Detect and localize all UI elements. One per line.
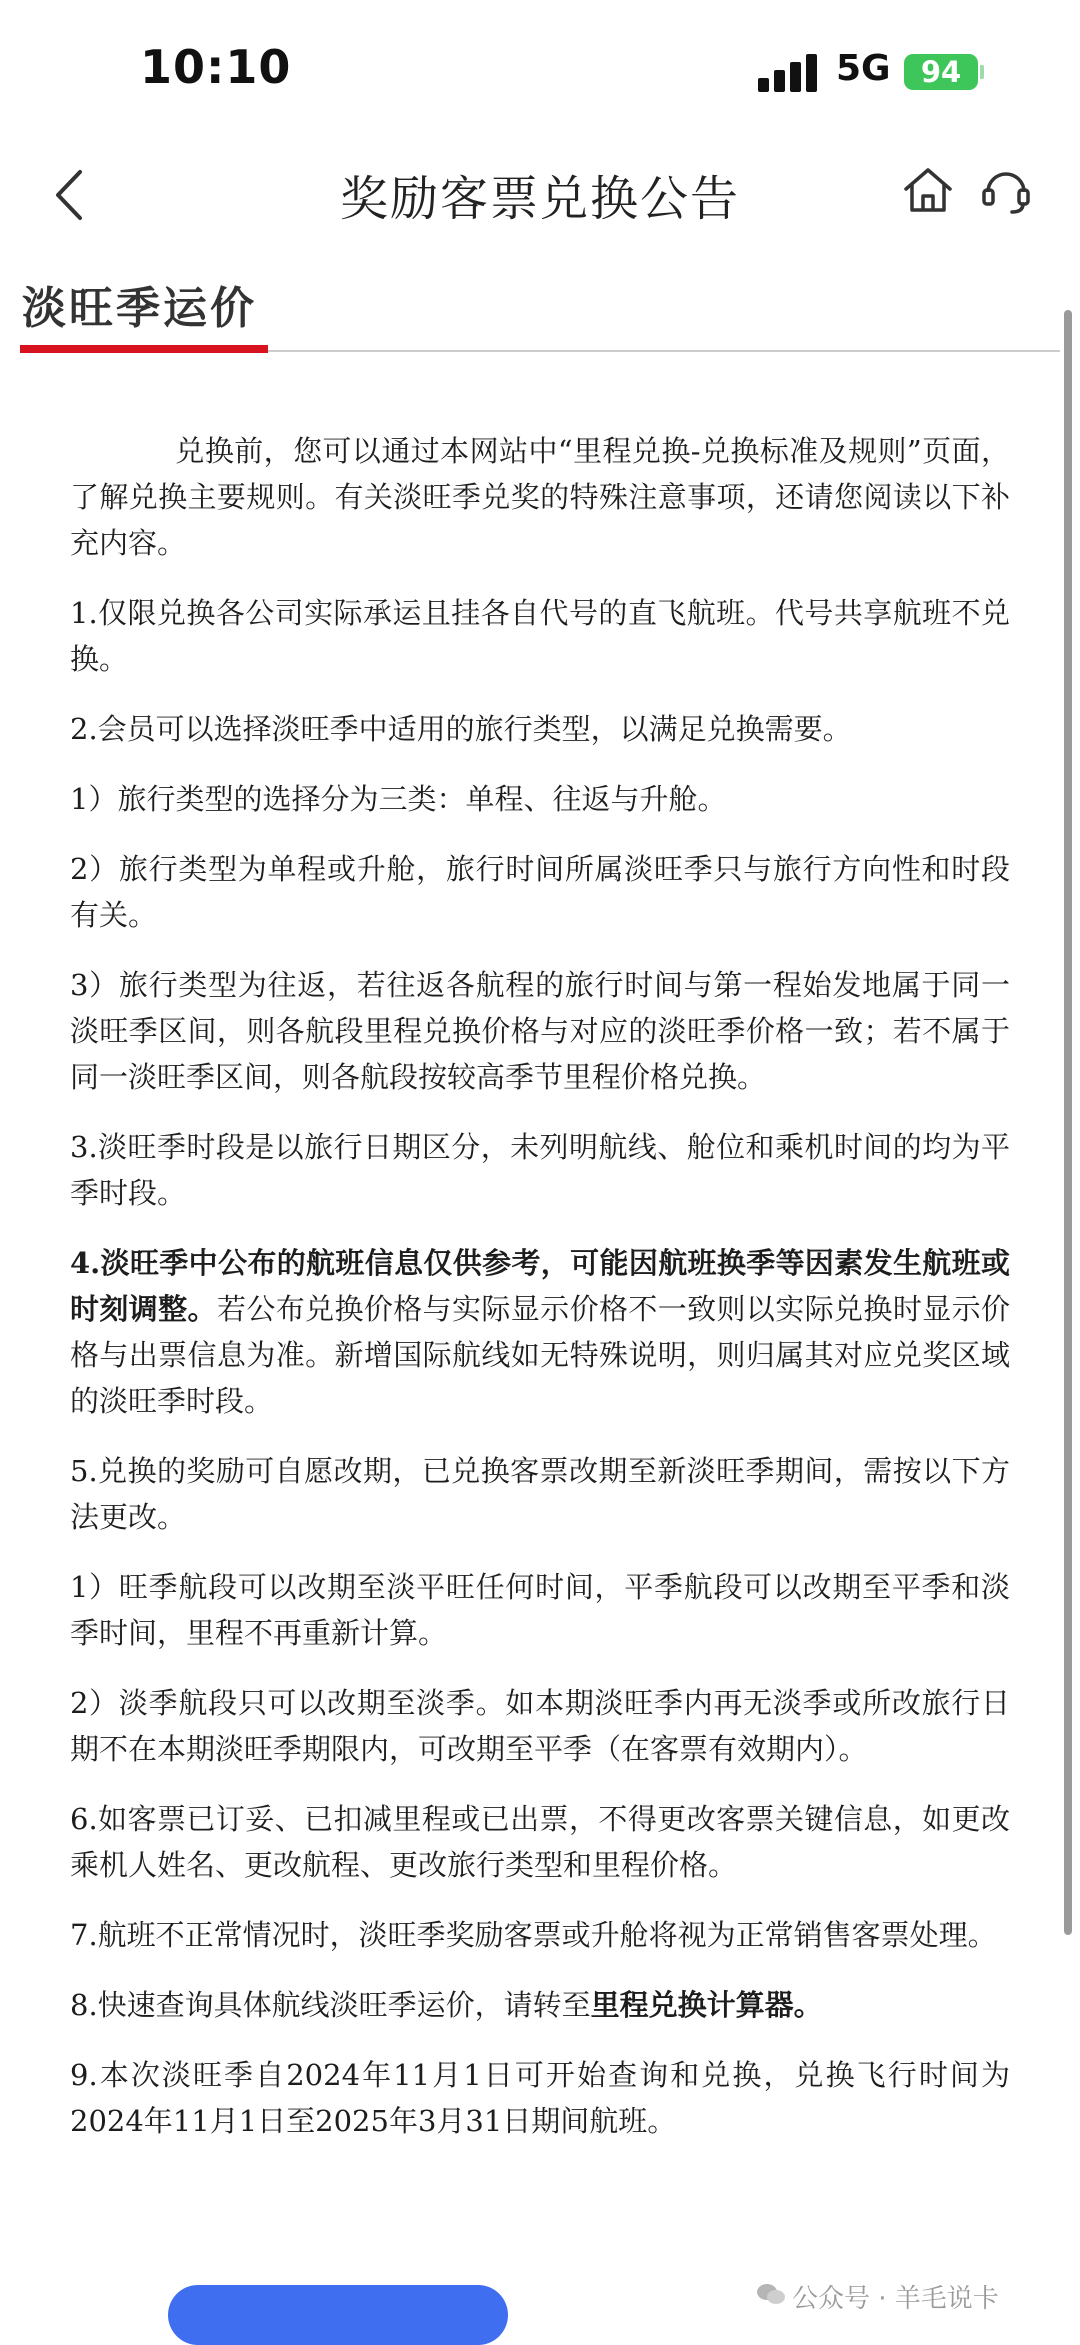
rule-9: 9.本次淡旺季自2024年11月1日可开始查询和兑换，兑换飞行时间为2024年11月1日至2025年3月31日期间航班。 — [70, 2058, 1010, 2138]
tab-active-indicator — [20, 345, 268, 353]
rule-4-rest: 若公布兑换价格与实际显示价格不一致则以实际兑换时显示价格与出票信息为准。新增国际航线如无特殊说明，则归属其对应兑奖区域的淡旺季时段。 — [70, 1292, 1010, 1418]
intro-text: 兑换前，您可以通过本网站中“里程兑换-兑换标准及规则”页面，了解兑换主要规则。有关淡旺季兑奖的特殊注意事项，还请您阅读以下补充内容。 — [70, 434, 1010, 560]
rule-2: 2.会员可以选择淡旺季中适用的旅行类型，以满足兑换需要。 — [70, 712, 852, 746]
signal-icon — [758, 52, 820, 92]
wechat-icon — [756, 2282, 786, 2306]
rule-5-sub-1: 1）旺季航段可以改期至淡平旺任何时间，平季航段可以改期至平季和淡季时间，里程不再重新计算。 — [70, 1570, 1010, 1650]
rule-2-sub-2: 2）旅行类型为单程或升舱，旅行时间所属淡旺季只与旅行方向性和时段有关。 — [70, 852, 1010, 932]
status-time: 10:10 — [140, 40, 292, 94]
rule-3: 3.淡旺季时段是以旅行日期区分，未列明航线、舱位和乘机时间的均为平季时段。 — [70, 1130, 1010, 1210]
rule-8-text: 8.快速查询具体航线淡旺季运价，请转至 — [70, 1988, 591, 2022]
battery-icon — [904, 54, 978, 90]
headset-icon — [978, 162, 1034, 218]
mileage-calculator-link[interactable]: 里程兑换计算器。 — [590, 1988, 823, 2022]
intro-paragraph — [70, 428, 1010, 566]
home-button[interactable] — [900, 162, 956, 218]
announcement-content — [70, 428, 1010, 2168]
watermark-text: 公众号 · 羊毛说卡 — [792, 2284, 999, 2314]
rule-7: 7.航班不正常情况时，淡旺季奖励客票或升舱将视为正常销售客票处理。 — [70, 1918, 997, 1952]
navigation-header — [0, 140, 1080, 255]
rule-4-bold: 4.淡旺季中公布的航班信息仅供参考，可能因航班换季等因素发生航班或时刻调整。 — [70, 1246, 1010, 1326]
network-type: 5G — [836, 48, 891, 89]
battery-level: 94 — [920, 55, 962, 89]
rule-5: 5.兑换的奖励可自愿改期，已兑换客票改期至新淡旺季期间，需按以下方法更改。 — [70, 1454, 1010, 1534]
battery-cap — [980, 65, 984, 79]
home-icon — [900, 162, 956, 218]
floating-action-button[interactable] — [168, 2285, 508, 2345]
scrollbar[interactable] — [1064, 310, 1072, 1935]
rule-2-sub-1: 1）旅行类型的选择分为三类：单程、往返与升舱。 — [70, 782, 727, 816]
rule-8 — [70, 1982, 1010, 2028]
status-bar — [0, 0, 1080, 140]
rule-2-sub-3: 3）旅行类型为往返，若往返各航程的旅行时间与第一程始发地属于同一淡旺季区间，则各航段里程兑换价格与对应的淡旺季价格一致；若不属于同一淡旺季区间，则各航段按较高季节里程价格兑换。 — [70, 968, 1010, 1094]
rule-5-sub-2: 2）淡季航段只可以改期至淡季。如本期淡旺季内再无淡季或所改旅行日期不在本期淡旺季期限内，可改期至平季（在客票有效期内）。 — [70, 1686, 1010, 1766]
rule-1: 1.仅限兑换各公司实际承运且挂各自代号的直飞航班。代号共享航班不兑换。 — [70, 596, 1010, 676]
page-title: 奖励客票兑换公告 — [339, 171, 740, 227]
rule-6: 6.如客票已订妥、已扣减里程或已出票，不得更改客票关键信息，如更改乘机人姓名、更改航程、更改旅行类型和里程价格。 — [70, 1802, 1010, 1882]
rule-4 — [70, 1240, 1010, 1424]
customer-service-button[interactable] — [978, 162, 1034, 218]
section-tab-active[interactable]: 淡旺季运价 — [22, 283, 257, 334]
